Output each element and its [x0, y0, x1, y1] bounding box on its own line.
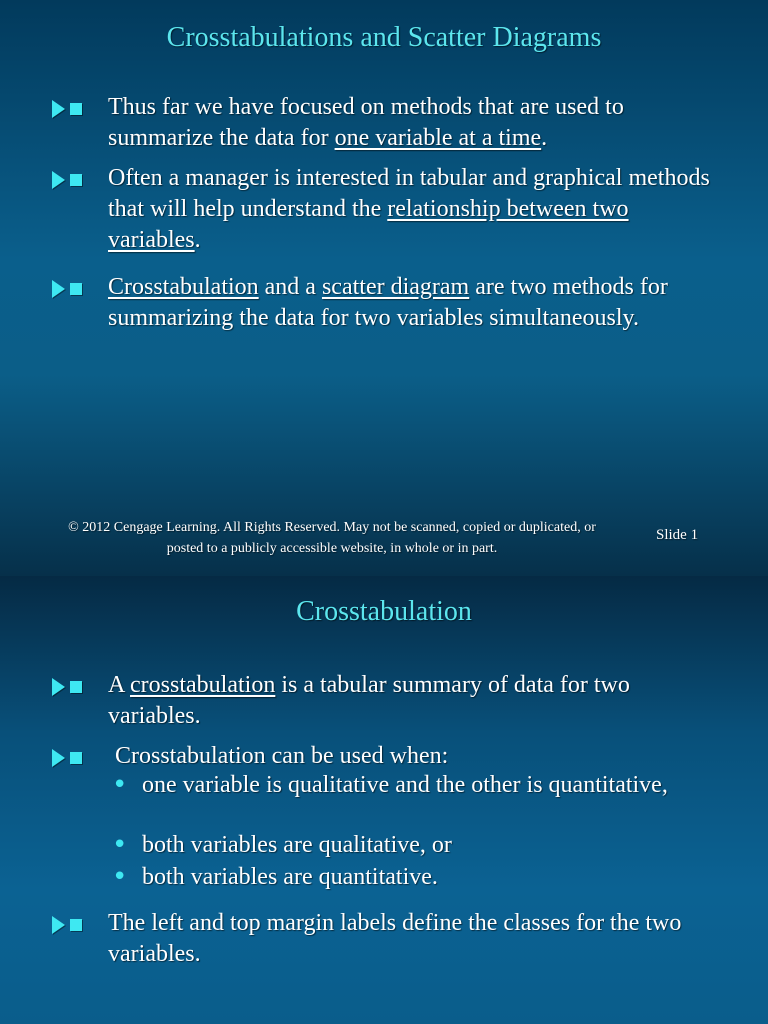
- underlined-term: one variable at a time: [334, 125, 542, 151]
- bullet-text: [108, 163, 722, 256]
- text-span: .: [194, 227, 201, 253]
- sub-bullet-item: [112, 863, 712, 892]
- bullet-marker: [52, 916, 108, 934]
- triangle-arrow-icon: [52, 171, 65, 189]
- round-bullet-icon: •: [112, 770, 128, 800]
- square-bullet-icon: [70, 174, 82, 186]
- bullet-text: [108, 670, 722, 732]
- bullet-item: [52, 163, 722, 256]
- sub-bullet-text: both variables are quantitative.: [142, 864, 438, 890]
- bullet-item: [52, 272, 722, 334]
- text-span: and a: [258, 274, 322, 300]
- triangle-arrow-icon: [52, 100, 65, 118]
- sub-bullet-item: [112, 831, 712, 860]
- bullet-text: Crosstabulation can be used when:: [115, 743, 449, 769]
- bullet-item: [52, 670, 722, 732]
- text-span: are two methods for summarizing the data for two variables simultaneously.: [108, 274, 668, 331]
- square-bullet-icon: [70, 919, 82, 931]
- copyright-notice: © 2012 Cengage Learning. All Rights Reserved. May not be scanned, copied or duplicated, or posted to a publicly accessible website, in whole or in part.: [68, 520, 596, 556]
- bullet-marker: [52, 100, 108, 118]
- bullet-marker: [52, 749, 108, 767]
- triangle-arrow-icon: [52, 280, 65, 298]
- text-span: Thus far we have focused on methods that are used to summarize the data for: [108, 94, 624, 151]
- bullet-item: [52, 92, 722, 154]
- slide-title: Crosstabulations and Scatter Diagrams: [166, 22, 602, 53]
- bullet-text: The left and top margin labels define the classes for the two variables.: [108, 910, 682, 967]
- square-bullet-icon: [70, 103, 82, 115]
- triangle-arrow-icon: [52, 678, 65, 696]
- text-span: is a tabular summary of data for two variables.: [108, 672, 630, 729]
- round-bullet-icon: •: [112, 862, 128, 892]
- slide-title: Crosstabulation: [296, 596, 472, 627]
- sub-bullet-text: both variables are qualitative, or: [142, 832, 452, 858]
- bullet-item: [52, 741, 722, 772]
- slide-number: Slide 1: [656, 527, 699, 543]
- text-span: .: [541, 125, 548, 151]
- square-bullet-icon: [70, 752, 82, 764]
- triangle-arrow-icon: [52, 749, 65, 767]
- underlined-term: scatter diagram: [321, 274, 470, 300]
- underlined-term: crosstabulation: [130, 672, 276, 698]
- sub-bullet-item: [112, 771, 712, 800]
- bullet-marker: [52, 280, 108, 298]
- slide-2: [0, 576, 768, 1024]
- text-span: A: [108, 672, 131, 698]
- bullet-marker: [52, 678, 108, 696]
- text-span: Often a manager is interested in tabular and graphical methods that will help understand the: [108, 165, 710, 222]
- bullet-item: [52, 908, 722, 970]
- bullet-marker: [52, 171, 108, 189]
- square-bullet-icon: [70, 681, 82, 693]
- underlined-term: relationship between two variables: [108, 196, 629, 253]
- bullet-text: [108, 272, 722, 334]
- triangle-arrow-icon: [52, 916, 65, 934]
- round-bullet-icon: •: [112, 830, 128, 860]
- sub-bullet-text: one variable is qualitative and the other is quantitative,: [142, 772, 668, 798]
- square-bullet-icon: [70, 283, 82, 295]
- underlined-term: Crosstabulation: [108, 274, 259, 300]
- bullet-text: [108, 92, 722, 154]
